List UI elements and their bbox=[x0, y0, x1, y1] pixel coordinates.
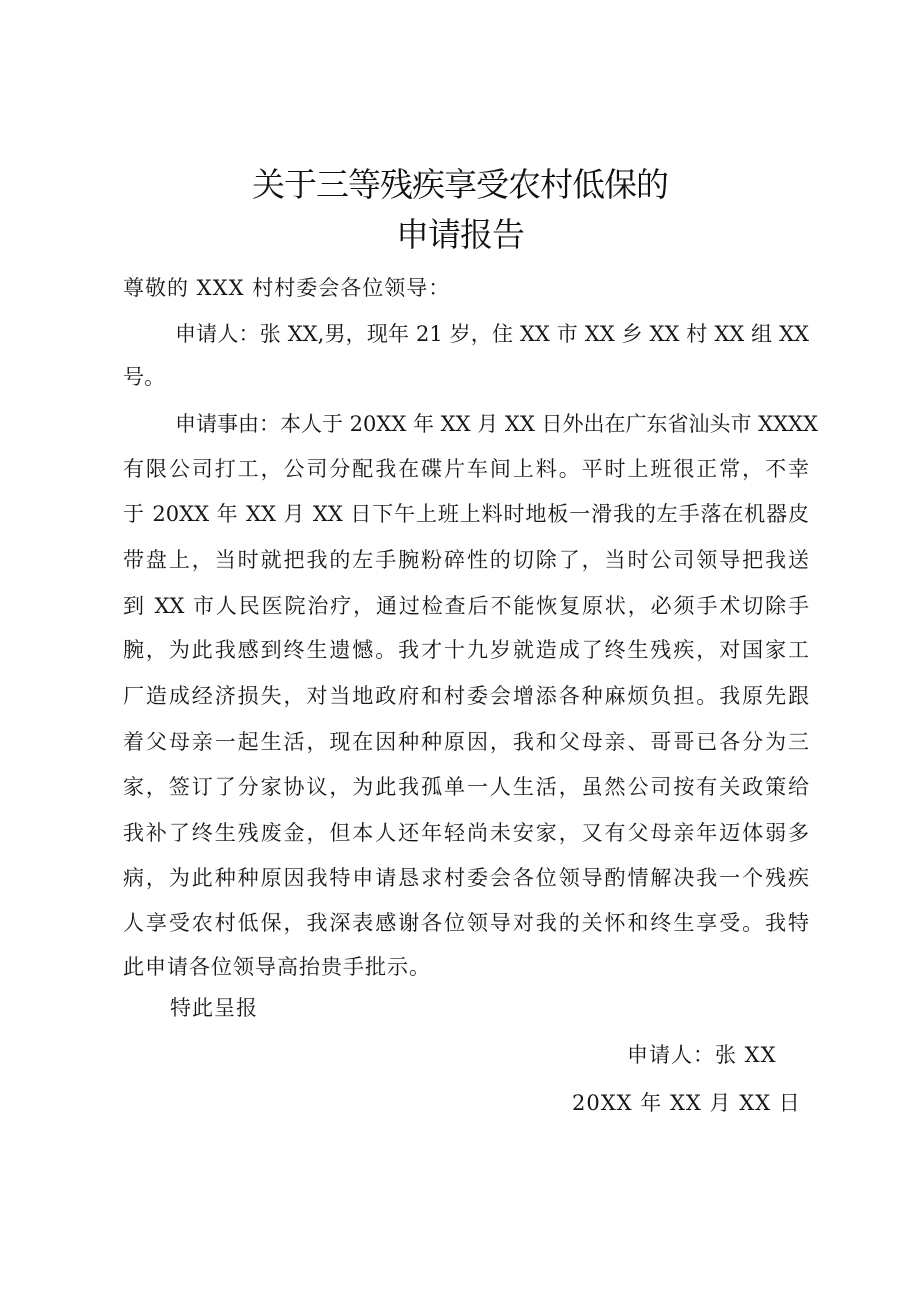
reason-line: 我补了终生残废金，但本人还年轻尚未安家，又有父母亲年迈体弱多 bbox=[123, 821, 809, 845]
reason-line: 有限公司打工，公司分配我在碟片车间上料。平时上班很正常，不幸 bbox=[123, 457, 809, 481]
reason-line: 到 XX 市人民医院治疗，通过检查后不能恢复原状，必须手术切除手 bbox=[123, 594, 809, 618]
reason-line: 病，为此种种原因我特申请恳求村委会各位领导酌情解决我一个残疾 bbox=[123, 866, 809, 890]
reason-line: 此申请各位领导高抬贵手批示。 bbox=[123, 955, 431, 979]
document-title-line2: 申请报告 bbox=[396, 215, 524, 254]
reason-line: 带盘上，当时就把我的左手腕粉碎性的切除了，当时公司领导把我送 bbox=[123, 548, 809, 572]
reason-line: 人享受农村低保，我深表感谢各位领导对我的关怀和终生享受。我特 bbox=[123, 911, 809, 935]
closing-remark: 特此呈报 bbox=[170, 996, 258, 1020]
applicant-info-line1: 申请人：张 XX,男，现年 21 岁，住 XX 市 XX 乡 XX 村 XX 组 XX bbox=[175, 322, 809, 346]
reason-line: 家，签订了分家协议，为此我孤单一人生活，虽然公司按有关政策给 bbox=[123, 775, 809, 799]
signature-date: 20XX 年 XX 月 XX 日 bbox=[572, 1091, 801, 1115]
reason-line: 申请事由：本人于 20XX 年 XX 月 XX 日外出在广东省汕头市 XXXX bbox=[175, 412, 818, 436]
document-title-line1: 关于三等残疾享受农村低保的 bbox=[252, 165, 668, 204]
signer-name: 申请人：张 XX bbox=[627, 1043, 777, 1067]
reason-line: 厂造成经济损失，对当地政府和村委会增添各种麻烦负担。我原先跟 bbox=[123, 684, 809, 708]
reason-line: 于 20XX 年 XX 月 XX 日下午上班上料时地板一滑我的左手落在机器皮 bbox=[123, 502, 809, 526]
applicant-info-line2: 号。 bbox=[123, 365, 165, 389]
reason-line: 着父母亲一起生活，现在因种种原因，我和父母亲、哥哥已各分为三 bbox=[123, 730, 809, 754]
reason-line: 腕，为此我感到终生遗憾。我才十九岁就造成了终生残疾，对国家工 bbox=[123, 638, 809, 662]
salutation: 尊敬的 XXX 村村委会各位领导： bbox=[123, 276, 451, 300]
